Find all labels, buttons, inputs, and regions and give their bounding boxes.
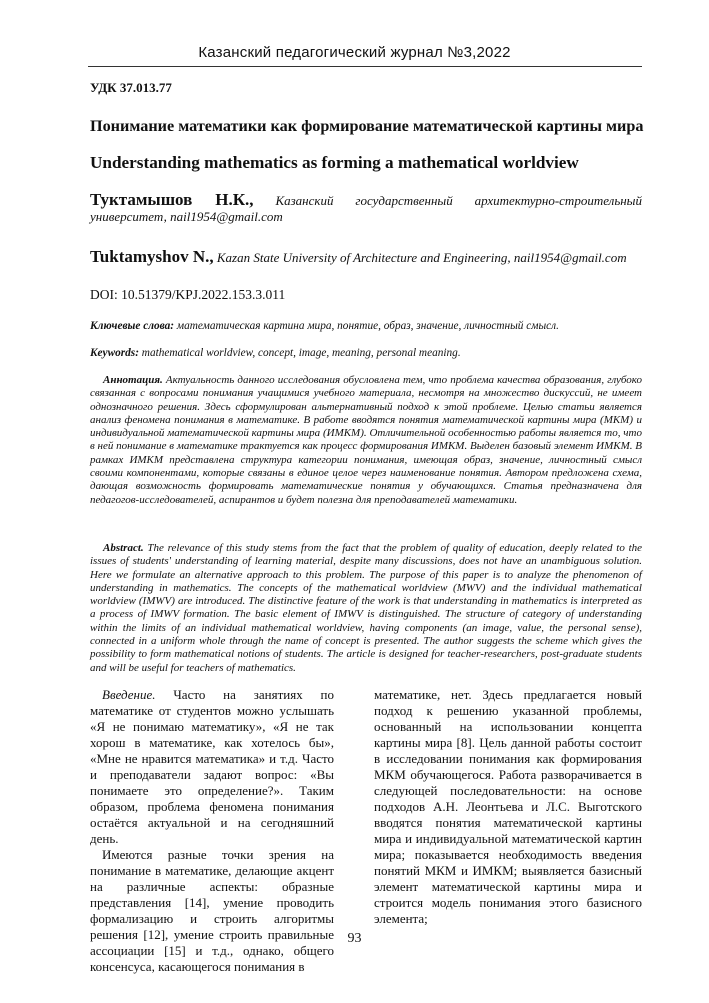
- keywords-text-english: mathematical worldview, concept, image, meaning, personal meaning.: [141, 347, 461, 359]
- abstract-text-russian: Актуальность данного исследования обусловлена тем, что проблема качества образования, глубоко связанная с вопросами понимания учащимися учебного материала, несмотря на множество дискуссий, не имеет однозначного решения. Здесь сформулирован альтернативный подход к этой проблеме. Целью статьи является анализ феномена понимания в математике. В работе вводятся понятия математической картины мира (МКМ) и индивидуальной математической картины мира (ИМКМ). Отличительной особенностью работы является то, что в ней понимание в математике трактуется как процесс формирования ИМКМ. Выделен базовый элемент ИМКМ. В рамках ИМКМ представлена структура категории понимания, имеющая образ, значение, личностный смысл своими компонентами, которые связаны в единое целое через наименование понятия. Автором предложена схема, дающая возможность формировать математические понятия у обучающихся. Статья предназначена для педагогов-исследователей, аспирантов и будет полезна для преподавателей математики.: [90, 374, 643, 506]
- body-column-right: [374, 687, 642, 927]
- keywords-label-english: Keywords:: [90, 347, 139, 359]
- abstract-label-english: Abstract.: [103, 542, 144, 554]
- udc-code: УДК 37.013.77: [90, 80, 172, 95]
- author-affiliation-english: Kazan State University of Architecture and Engineering, nail1954@gmail.com: [216, 250, 627, 265]
- author-affiliation-russian: Казанский государственный архитектурно-строительный университет, nail1954@gmail.com: [90, 193, 642, 224]
- body-paragraph-continued: математике, нет. Здесь предлагается новый подход к решению указанной проблемы, основанный на использовании концепта картины мира [8]. Цель данной работы состоит в исследовании понимания как формирования МКМ обучающегося. Работа разворачивается в следующей последовательности: на основе подходов А.Н. Леонтьева и Л.С. Выготского вводятся понятия математической картины мира и индивидуальной математической картин мира; показывается необходимость введения понятий МКМ и ИМКМ; выявляется базисный элемент математической картины мира и строится модель понимания этого базисного элемента;: [374, 687, 642, 926]
- abstract-text-english: The relevance of this study stems from the fact that the problem of quality of education, deeply related to the issues of students' understanding of learning material, despite many discussions, does not have an unambiguous solution. Here we formulate an alternative approach to this problem. The purpose of this paper is to analyze the phenomenon of understanding in mathematics. The concepts of the mathematical worldview (MWV) and the individual mathematical worldview (IMWV) are introduced. The distinctive feature of the work is that understanding in mathematics is interpreted as a process of IMWV formation. The basic element of IMWV is distinguished. The structure of category of understanding within the limits of an individual mathematical worldview, having components (an image, value, the personal sense), connected in a uniform whole through the name of concept is presented. The author suggests the scheme which gives the possibility to form mathematical notions of students. The article is designed for teacher-researchers, post-graduate students and will be useful for teachers of mathematics.: [90, 542, 643, 674]
- header-divider: [88, 66, 642, 67]
- keywords-english: [90, 347, 642, 359]
- intro-paragraph: [90, 687, 334, 847]
- body-paragraph: Имеются разные точки зрения на понимание в математике, делающие акцент на различные аспекты: образные представления [14], умение проводить формализацию и строить алгоритмы решения [12], умение строить правильные ассоциации [15] и т.д., однако, общего консенсуса, касающегося понимания в: [90, 847, 334, 974]
- doi: DOI: 10.51379/KPJ.2022.153.3.011: [90, 287, 286, 302]
- author-english: [90, 247, 642, 267]
- author-name-english: Tuktamyshov N.,: [90, 247, 214, 266]
- author-russian: [90, 192, 642, 225]
- intro-text: Часто на занятиях по математике от студентов можно услышать «Я не понимаю математику», «Я не так хорош в математике, как хотелось бы», «Мне не нравится математика» и т.д. Часто и преподаватели задают вопрос: «Вы понимаете это определение?». Таким образом, проблема феномена понимания остаётся актуальной и на сегодняшний день.: [90, 687, 334, 846]
- abstract-english: [90, 542, 642, 675]
- title-english: Understanding mathematics as forming a mathematical worldview: [90, 153, 579, 172]
- author-name-russian: Туктамышов Н.К.,: [90, 190, 254, 209]
- title-russian: Понимание математики как формирование математической картины мира: [90, 117, 644, 135]
- keywords-russian: [90, 320, 642, 332]
- keywords-text-russian: математическая картина мира, понятие, образ, значение, личностный смысл.: [176, 320, 559, 332]
- abstract-label-russian: Аннотация.: [103, 374, 163, 386]
- intro-lead: Введение.: [102, 687, 156, 702]
- journal-header: Казанский педагогический журнал №3,2022: [198, 44, 511, 61]
- keywords-label-russian: Ключевые слова:: [90, 320, 175, 332]
- abstract-russian: [90, 374, 642, 507]
- page-number: 93: [347, 931, 362, 946]
